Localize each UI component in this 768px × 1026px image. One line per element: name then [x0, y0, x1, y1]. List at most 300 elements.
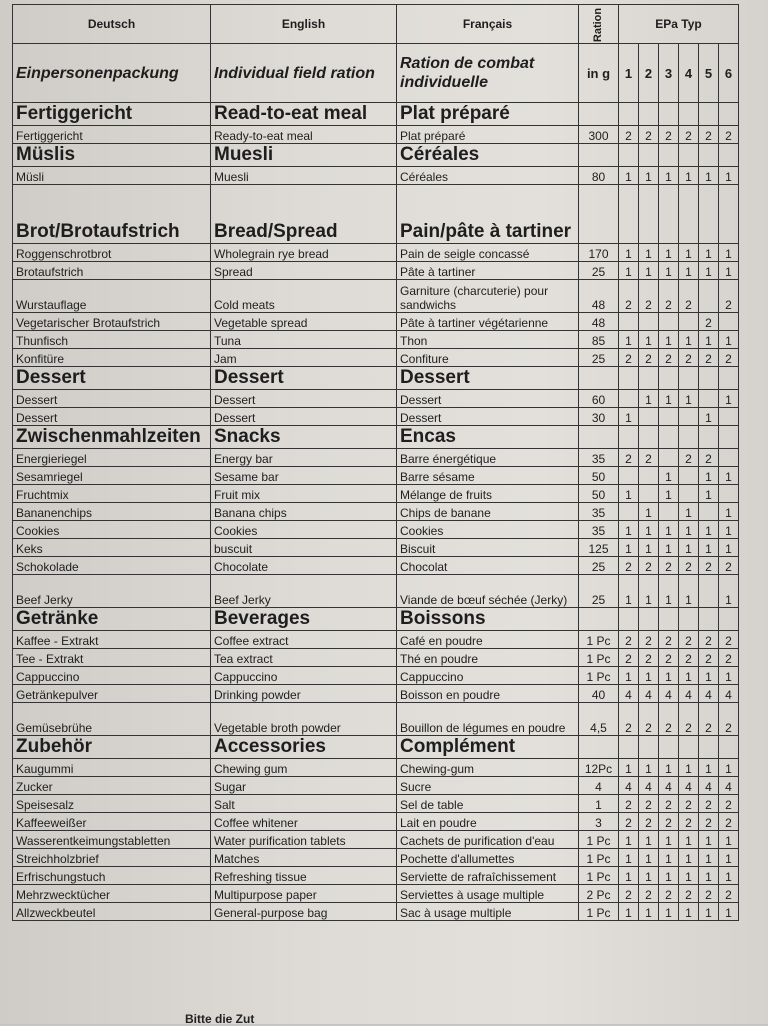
- cell-type-qty: [619, 426, 639, 449]
- table-row: [13, 331, 739, 349]
- cell-deutsch: Vegetarischer Brotaufstrich: [13, 313, 211, 331]
- cell-deutsch: Fertiggericht: [13, 126, 211, 144]
- cell-type-qty: [619, 736, 639, 759]
- cell-deutsch: Müslis: [13, 144, 211, 167]
- cell-type-qty: 1: [659, 849, 679, 867]
- cell-type-qty: 1: [619, 849, 639, 867]
- table-row: [13, 244, 739, 262]
- cell-type-qty: 1: [659, 167, 679, 185]
- cell-type-qty: [659, 367, 679, 390]
- cell-deutsch: Dessert: [13, 367, 211, 390]
- table-row: [13, 703, 739, 736]
- cell-type-qty: 4: [699, 777, 719, 795]
- cell-type-qty: 2: [619, 280, 639, 313]
- table-row: [13, 685, 739, 703]
- cell-type-qty: [699, 575, 719, 608]
- cell-type-qty: [699, 503, 719, 521]
- cell-ration: 1 Pc: [579, 649, 619, 667]
- cell-type-qty: [699, 280, 719, 313]
- cell-type-qty: 2: [679, 631, 699, 649]
- cell-francais: Encas: [397, 426, 579, 449]
- cell-type-qty: 1: [719, 262, 739, 280]
- cell-type-qty: [679, 103, 699, 126]
- cell-deutsch: Brot/Brotaufstrich: [13, 185, 211, 244]
- cell-ration: [579, 608, 619, 631]
- table-row: [13, 539, 739, 557]
- cell-ration: 1 Pc: [579, 667, 619, 685]
- cell-francais: Biscuit: [397, 539, 579, 557]
- cell-deutsch: Gemüsebrühe: [13, 703, 211, 736]
- cell-francais: Serviettes à usage multiple: [397, 885, 579, 903]
- cell-type-qty: [659, 426, 679, 449]
- cell-ration: 1 Pc: [579, 849, 619, 867]
- cell-type-qty: 1: [719, 467, 739, 485]
- cell-type-qty: [639, 485, 659, 503]
- cell-type-qty: 2: [679, 280, 699, 313]
- cell-type-qty: 1: [619, 759, 639, 777]
- cell-deutsch: Beef Jerky: [13, 575, 211, 608]
- cell-type-qty: [659, 503, 679, 521]
- table-row: [13, 885, 739, 903]
- table-row: [13, 126, 739, 144]
- cell-type-qty: 1: [639, 831, 659, 849]
- cell-type-qty: 1: [719, 521, 739, 539]
- cell-type-qty: 2: [639, 280, 659, 313]
- cell-type-qty: 4: [719, 685, 739, 703]
- cell-type-qty: [719, 367, 739, 390]
- cell-type-qty: 1: [659, 759, 679, 777]
- cell-deutsch: Kaffeeweißer: [13, 813, 211, 831]
- cell-francais: Complément: [397, 736, 579, 759]
- cell-type-qty: 2: [699, 557, 719, 575]
- cell-deutsch: Getränkepulver: [13, 685, 211, 703]
- cell-deutsch: Zucker: [13, 777, 211, 795]
- cell-type-qty: 1: [699, 467, 719, 485]
- cell-deutsch: Erfrischungstuch: [13, 867, 211, 885]
- cell-type-qty: [639, 608, 659, 631]
- cell-ration: 3: [579, 813, 619, 831]
- cell-type-qty: [679, 367, 699, 390]
- cell-type-qty: 2: [659, 885, 679, 903]
- cell-type-qty: 2: [639, 126, 659, 144]
- cell-english: Tea extract: [211, 649, 397, 667]
- cell-francais: Café en poudre: [397, 631, 579, 649]
- cell-type-qty: 1: [619, 867, 639, 885]
- cell-type-qty: 1: [659, 262, 679, 280]
- cell-ration: 25: [579, 349, 619, 367]
- cell-type-qty: 1: [619, 667, 639, 685]
- header-english: English: [211, 5, 397, 44]
- cell-type-qty: 2: [719, 557, 739, 575]
- table-row: [13, 631, 739, 649]
- cell-francais: Dessert: [397, 390, 579, 408]
- cell-francais: Sucre: [397, 777, 579, 795]
- cell-type-qty: 1: [619, 539, 639, 557]
- cell-type-qty: [619, 185, 639, 244]
- table-row: [13, 795, 739, 813]
- section-row: [13, 426, 739, 449]
- cell-type-qty: [619, 467, 639, 485]
- type-number: 6: [719, 44, 739, 103]
- cell-deutsch: Mehrzwecktücher: [13, 885, 211, 903]
- cell-english: Salt: [211, 795, 397, 813]
- section-row: [13, 608, 739, 631]
- cell-francais: Plat préparé: [397, 103, 579, 126]
- cell-deutsch: Fruchtmix: [13, 485, 211, 503]
- cell-type-qty: 1: [719, 244, 739, 262]
- cell-ration: 50: [579, 485, 619, 503]
- cell-type-qty: 2: [719, 631, 739, 649]
- cell-type-qty: 1: [699, 262, 719, 280]
- cell-english: Energy bar: [211, 449, 397, 467]
- table-row: [13, 390, 739, 408]
- cell-type-qty: 2: [679, 449, 699, 467]
- cell-type-qty: 1: [699, 244, 719, 262]
- cell-type-qty: 1: [699, 408, 719, 426]
- cell-type-qty: 4: [639, 777, 659, 795]
- table-row: [13, 849, 739, 867]
- cell-type-qty: 2: [659, 649, 679, 667]
- cell-deutsch: Wurstauflage: [13, 280, 211, 313]
- cell-type-qty: 2: [659, 126, 679, 144]
- cell-francais: Barre énergétique: [397, 449, 579, 467]
- cell-type-qty: 4: [619, 685, 639, 703]
- table-row: [13, 503, 739, 521]
- cell-ration: [579, 144, 619, 167]
- cell-type-qty: 4: [679, 777, 699, 795]
- cell-deutsch: Bananenchips: [13, 503, 211, 521]
- cell-francais: Plat préparé: [397, 126, 579, 144]
- cell-type-qty: 2: [619, 649, 639, 667]
- cell-type-qty: [659, 144, 679, 167]
- cell-type-qty: [639, 367, 659, 390]
- cell-type-qty: 2: [679, 557, 699, 575]
- cell-francais: Cachets de purification d'eau: [397, 831, 579, 849]
- cell-type-qty: 2: [719, 649, 739, 667]
- cell-type-qty: [619, 103, 639, 126]
- cell-ration: 300: [579, 126, 619, 144]
- cell-deutsch: Brotaufstrich: [13, 262, 211, 280]
- cell-english: Dessert: [211, 367, 397, 390]
- cell-type-qty: 1: [719, 390, 739, 408]
- cell-francais: Chewing-gum: [397, 759, 579, 777]
- cell-type-qty: 2: [639, 795, 659, 813]
- cell-type-qty: [719, 103, 739, 126]
- cell-type-qty: 1: [679, 831, 699, 849]
- cell-type-qty: 1: [699, 539, 719, 557]
- cell-francais: Céréales: [397, 167, 579, 185]
- cell-type-qty: 1: [699, 485, 719, 503]
- cell-deutsch: Getränke: [13, 608, 211, 631]
- cell-type-qty: 4: [699, 685, 719, 703]
- cell-type-qty: [679, 426, 699, 449]
- cell-type-qty: 2: [639, 885, 659, 903]
- cell-english: Chewing gum: [211, 759, 397, 777]
- cell-type-qty: 1: [639, 521, 659, 539]
- cell-ration: [579, 736, 619, 759]
- cell-type-qty: [699, 608, 719, 631]
- cell-english: Banana chips: [211, 503, 397, 521]
- cell-type-qty: [699, 367, 719, 390]
- cell-english: Snacks: [211, 426, 397, 449]
- cell-ration: 1: [579, 795, 619, 813]
- cell-type-qty: 1: [619, 331, 639, 349]
- cell-type-qty: 1: [699, 849, 719, 867]
- section-row: [13, 144, 739, 167]
- cell-deutsch: Cookies: [13, 521, 211, 539]
- cell-english: Refreshing tissue: [211, 867, 397, 885]
- cell-type-qty: 2: [659, 349, 679, 367]
- section-row: [13, 367, 739, 390]
- cell-type-qty: 2: [699, 313, 719, 331]
- cell-francais: Boisson en poudre: [397, 685, 579, 703]
- cell-type-qty: 2: [659, 280, 679, 313]
- cell-ration: 35: [579, 521, 619, 539]
- cell-type-qty: 2: [699, 885, 719, 903]
- cell-type-qty: 2: [639, 631, 659, 649]
- cell-ration: [579, 367, 619, 390]
- cell-ration: 125: [579, 539, 619, 557]
- cell-type-qty: 2: [639, 449, 659, 467]
- table-row: [13, 557, 739, 575]
- cell-english: Sugar: [211, 777, 397, 795]
- cell-francais: Lait en poudre: [397, 813, 579, 831]
- cell-type-qty: [719, 144, 739, 167]
- cell-deutsch: Roggenschrotbrot: [13, 244, 211, 262]
- cell-english: Water purification tablets: [211, 831, 397, 849]
- cell-type-qty: [719, 485, 739, 503]
- cell-type-qty: 1: [619, 831, 639, 849]
- cell-type-qty: [719, 313, 739, 331]
- section-row: [13, 103, 739, 126]
- table-row: [13, 262, 739, 280]
- cell-type-qty: 1: [639, 903, 659, 921]
- cell-ration: 60: [579, 390, 619, 408]
- cell-type-qty: [639, 426, 659, 449]
- cell-type-qty: 2: [619, 349, 639, 367]
- cell-type-qty: 1: [619, 575, 639, 608]
- header-row: [13, 5, 739, 44]
- cell-type-qty: 1: [679, 903, 699, 921]
- cell-type-qty: [699, 736, 719, 759]
- cell-type-qty: [619, 390, 639, 408]
- cell-type-qty: 4: [679, 685, 699, 703]
- cell-ration: 4,5: [579, 703, 619, 736]
- cell-type-qty: [619, 367, 639, 390]
- cell-type-qty: 2: [619, 885, 639, 903]
- cell-deutsch: Müsli: [13, 167, 211, 185]
- cell-type-qty: 1: [659, 244, 679, 262]
- cell-type-qty: 2: [639, 703, 659, 736]
- cell-type-qty: 2: [719, 126, 739, 144]
- cell-type-qty: 1: [719, 503, 739, 521]
- cell-type-qty: 1: [619, 167, 639, 185]
- cell-type-qty: 2: [699, 649, 719, 667]
- cell-type-qty: 2: [659, 631, 679, 649]
- cell-type-qty: [719, 426, 739, 449]
- cell-type-qty: [719, 608, 739, 631]
- cell-type-qty: [719, 408, 739, 426]
- cell-ration: 12Pc: [579, 759, 619, 777]
- cell-type-qty: 2: [719, 813, 739, 831]
- cell-type-qty: 2: [659, 703, 679, 736]
- cell-francais: Thé en poudre: [397, 649, 579, 667]
- cell-deutsch: Zwischenmahlzeiten: [13, 426, 211, 449]
- cell-francais: Thon: [397, 331, 579, 349]
- cell-english: Muesli: [211, 144, 397, 167]
- cell-deutsch: Speisesalz: [13, 795, 211, 813]
- cell-francais: Confiture: [397, 349, 579, 367]
- cell-english: Cappuccino: [211, 667, 397, 685]
- cell-english: Cold meats: [211, 280, 397, 313]
- cell-english: Dessert: [211, 408, 397, 426]
- cell-type-qty: 1: [699, 831, 719, 849]
- cell-type-qty: 1: [619, 485, 639, 503]
- cell-type-qty: 1: [679, 244, 699, 262]
- cell-type-qty: [719, 736, 739, 759]
- cell-type-qty: [619, 313, 639, 331]
- cell-type-qty: 2: [719, 795, 739, 813]
- cell-type-qty: 4: [619, 777, 639, 795]
- cell-type-qty: 1: [699, 903, 719, 921]
- cell-type-qty: [659, 185, 679, 244]
- cell-type-qty: [659, 313, 679, 331]
- cell-type-qty: [619, 608, 639, 631]
- title-en: Individual field ration: [211, 44, 397, 103]
- cell-type-qty: 1: [619, 262, 639, 280]
- cell-type-qty: 2: [639, 557, 659, 575]
- cell-type-qty: 1: [719, 759, 739, 777]
- cell-type-qty: [679, 313, 699, 331]
- cell-type-qty: 1: [679, 575, 699, 608]
- cell-type-qty: 1: [659, 467, 679, 485]
- cell-ration: 30: [579, 408, 619, 426]
- cell-type-qty: 1: [619, 521, 639, 539]
- cell-type-qty: 2: [679, 649, 699, 667]
- cell-type-qty: 4: [639, 685, 659, 703]
- footer-text: Bitte die Zut: [185, 1012, 255, 1026]
- cell-type-qty: 2: [699, 813, 719, 831]
- cell-type-qty: 1: [719, 903, 739, 921]
- cell-type-qty: [639, 103, 659, 126]
- cell-english: Drinking powder: [211, 685, 397, 703]
- cell-english: Read-to-eat meal: [211, 103, 397, 126]
- cell-type-qty: 1: [659, 521, 679, 539]
- cell-type-qty: 1: [639, 244, 659, 262]
- cell-ration: 1 Pc: [579, 631, 619, 649]
- cell-type-qty: [679, 467, 699, 485]
- cell-deutsch: Dessert: [13, 390, 211, 408]
- table-row: [13, 903, 739, 921]
- cell-type-qty: 2: [639, 813, 659, 831]
- cell-type-qty: 1: [679, 867, 699, 885]
- cell-francais: Chips de banane: [397, 503, 579, 521]
- table-row: [13, 349, 739, 367]
- cell-deutsch: Energieriegel: [13, 449, 211, 467]
- cell-francais: Dessert: [397, 367, 579, 390]
- cell-type-qty: 1: [619, 903, 639, 921]
- cell-deutsch: Kaffee - Extrakt: [13, 631, 211, 649]
- cell-ration: 1 Pc: [579, 867, 619, 885]
- cell-francais: Boissons: [397, 608, 579, 631]
- cell-francais: Serviette de rafraîchissement: [397, 867, 579, 885]
- table-row: [13, 777, 739, 795]
- cell-type-qty: [659, 736, 679, 759]
- cell-ration: 25: [579, 575, 619, 608]
- cell-type-qty: 4: [659, 685, 679, 703]
- cell-english: Coffee extract: [211, 631, 397, 649]
- cell-type-qty: [699, 103, 719, 126]
- cell-type-qty: 2: [619, 795, 639, 813]
- cell-ration: 48: [579, 313, 619, 331]
- cell-english: Tuna: [211, 331, 397, 349]
- section-row: [13, 736, 739, 759]
- cell-francais: Sac à usage multiple: [397, 903, 579, 921]
- title-de: Einpersonenpackung: [13, 44, 211, 103]
- cell-type-qty: 1: [619, 244, 639, 262]
- cell-type-qty: 1: [679, 390, 699, 408]
- table-row: [13, 831, 739, 849]
- cell-english: buscuit: [211, 539, 397, 557]
- cell-type-qty: 2: [719, 885, 739, 903]
- cell-deutsch: Cappuccino: [13, 667, 211, 685]
- table-row: [13, 521, 739, 539]
- section-row: [13, 185, 739, 244]
- type-number: 4: [679, 44, 699, 103]
- table-row: [13, 759, 739, 777]
- cell-type-qty: 1: [679, 262, 699, 280]
- cell-type-qty: 1: [659, 390, 679, 408]
- cell-ration: [579, 426, 619, 449]
- cell-type-qty: 1: [639, 167, 659, 185]
- type-number: 2: [639, 44, 659, 103]
- cell-type-qty: 2: [679, 349, 699, 367]
- cell-francais: Pochette d'allumettes: [397, 849, 579, 867]
- cell-ration: 25: [579, 557, 619, 575]
- cell-english: Spread: [211, 262, 397, 280]
- cell-type-qty: 2: [619, 703, 639, 736]
- table-row: [13, 408, 739, 426]
- cell-type-qty: 1: [699, 759, 719, 777]
- cell-ration: 50: [579, 467, 619, 485]
- cell-francais: Pain/pâte à tartiner: [397, 185, 579, 244]
- cell-type-qty: 2: [659, 557, 679, 575]
- cell-type-qty: 1: [679, 331, 699, 349]
- cell-francais: Bouillon de légumes en poudre: [397, 703, 579, 736]
- cell-deutsch: Fertiggericht: [13, 103, 211, 126]
- cell-type-qty: 2: [659, 795, 679, 813]
- cell-ration: 85: [579, 331, 619, 349]
- cell-francais: Pain de seigle concassé: [397, 244, 579, 262]
- table-row: [13, 649, 739, 667]
- cell-type-qty: 2: [699, 631, 719, 649]
- cell-english: Ready-to-eat meal: [211, 126, 397, 144]
- cell-type-qty: [679, 144, 699, 167]
- cell-type-qty: 2: [659, 813, 679, 831]
- cell-type-qty: 1: [679, 759, 699, 777]
- cell-ration: 35: [579, 449, 619, 467]
- cell-type-qty: 1: [639, 849, 659, 867]
- cell-francais: Pâte à tartiner: [397, 262, 579, 280]
- cell-type-qty: [679, 485, 699, 503]
- cell-english: Wholegrain rye bread: [211, 244, 397, 262]
- cell-type-qty: 1: [659, 903, 679, 921]
- cell-type-qty: 2: [699, 126, 719, 144]
- cell-type-qty: [639, 313, 659, 331]
- cell-type-qty: [639, 408, 659, 426]
- table-row: [13, 449, 739, 467]
- cell-type-qty: [699, 185, 719, 244]
